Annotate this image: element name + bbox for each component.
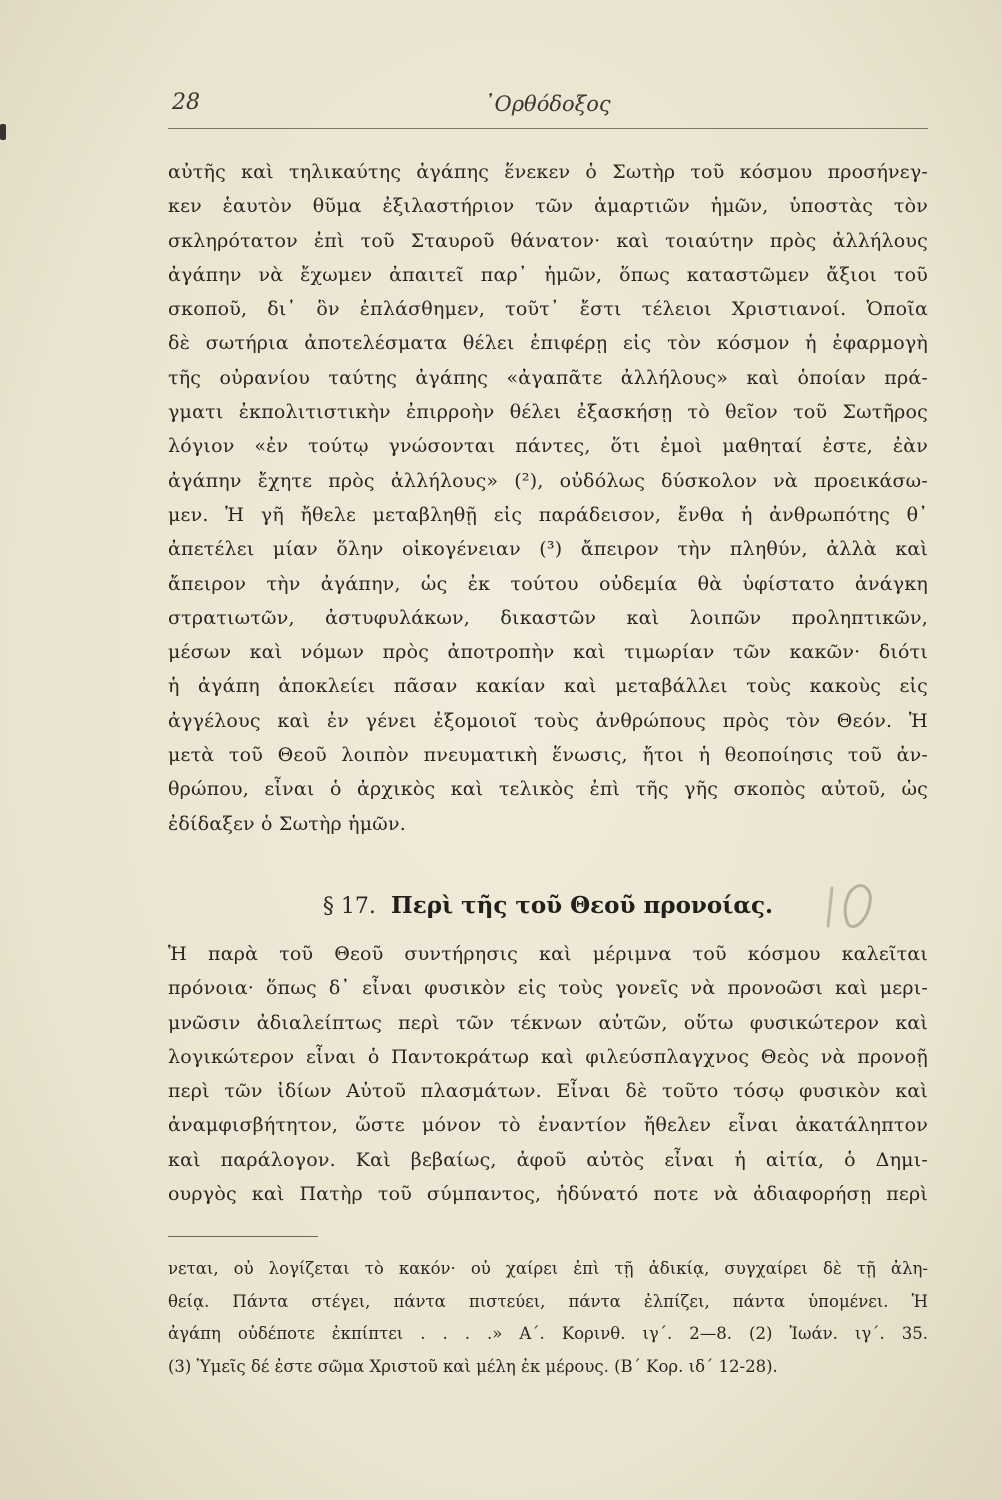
text-line: στρατιωτῶν, ἀστυφυλάκων, δικαστῶν καὶ λοιπῶν προληπτικῶν, — [168, 606, 928, 629]
text-line: μνῶσιν ἀδιαλείπτως περὶ τῶν τέκνων αὐτῶν, οὕτω φυσικώτερον καὶ — [168, 1011, 928, 1034]
text-line: ἀναμφισβήτητον, ὥστε μόνον τὸ ἐναντίον ἤθελεν εἶναι ἀκατάληπτον — [168, 1114, 928, 1137]
text-line: ἡ ἀγάπη ἀποκλείει πᾶσαν κακίαν καὶ μεταβάλλει τοὺς κακοὺς εἰς — [168, 675, 928, 698]
text-line: ἐδίδαξεν ὁ Σωτὴρ ἡμῶν. — [168, 812, 406, 835]
footnote-line: θείᾳ. Πάντα στέγει, πάντα πιστεύει, πάντα ἐλπίζει, πάντα ὑπομένει. Ἡ — [168, 1291, 928, 1311]
page-number: 28 — [172, 90, 200, 115]
handwritten-number-mark — [818, 880, 882, 932]
text-line: ἄπειρον τὴν ἀγάπην, ὡς ἐκ τούτου οὐδεμία θὰ ὑφίστατο ἀνάγκη — [168, 572, 928, 595]
text-line: Ἡ παρὰ τοῦ Θεοῦ συντήρησις καὶ μέριμνα τοῦ κόσμου καλεῖται — [168, 943, 928, 965]
page-header — [168, 86, 928, 126]
text-line: ἀπετέλει μίαν ὅλην οἰκογένειαν (³) ἄπειρον τὴν πληθύν, ἀλλὰ καὶ — [168, 538, 928, 561]
text-line: αὐτῆς καὶ τηλικαύτης ἀγάπης ἕνεκεν ὁ Σωτὴρ τοῦ κόσμου προσήνεγ- — [168, 161, 928, 183]
text-line: λογικώτερον εἶναι ὁ Παντοκράτωρ καὶ φιλεύσπλαγχνος Θεὸς νὰ προνοῇ — [168, 1045, 928, 1068]
text-line: σκληρότατον ἐπὶ τοῦ Σταυροῦ θάνατον· καὶ τοιαύτην πρὸς ἀλλήλους — [168, 229, 928, 252]
footnote-line: νεται, οὐ λογίζεται τὸ κακόν· οὐ χαίρει ἐπὶ τῇ ἀδικίᾳ, συγχαίρει δὲ τῇ ἀλη- — [168, 1259, 928, 1278]
section-text — [168, 937, 928, 1211]
text-line: μετὰ τοῦ Θεοῦ λοιπὸν πνευματικὴ ἕνωσις, ἤτοι ἡ θεοποίησις τοῦ ἀν- — [168, 744, 928, 767]
text-line: λόγιον «ἐν τούτῳ γνώσονται πάντες, ὅτι ἐμοὶ μαθηταί ἐστε, ἐὰν — [168, 435, 928, 458]
text-line: ἀγάπην ἔχητε πρὸς ἀλλήλους» (²), οὐδόλως δύσκολον νὰ προεικάσω- — [168, 469, 928, 492]
text-line: ἀγγέλους καὶ ἐν γένει ἐξομοιοῖ τοὺς ἀνθρώπους πρὸς τὸν Θεόν. Ἡ — [168, 709, 928, 732]
text-line: ἀγάπην νὰ ἔχωμεν ἀπαιτεῖ παρ᾿ ἡμῶν, ὅπως καταστῶμεν ἄξιοι τοῦ — [168, 263, 928, 286]
text-line: καὶ παράλογον. Καὶ βεβαίως, ἀφοῦ αὐτὸς εἶναι ἡ αἰτία, ὁ Δημι- — [168, 1148, 928, 1171]
section-heading — [168, 892, 928, 936]
section-title: Περὶ τῆς τοῦ Θεοῦ προνοίας. — [391, 892, 774, 919]
text-line: κεν ἑαυτὸν θῦμα ἐξιλαστήριον τῶν ἁμαρτιῶν ἡμῶν, ὑποστὰς τὸν — [168, 195, 928, 218]
running-title: ᾿Ορθόδοξος — [484, 92, 611, 116]
text-line: περὶ τῶν ἰδίων Αὐτοῦ πλασμάτων. Εἶναι δὲ τοῦτο τόσῳ φυσικὸν καὶ — [168, 1080, 928, 1103]
text-line: σκοποῦ, δι᾿ ὃν ἐπλάσθημεν, τοῦτ᾿ ἔστι τέλειοι Χριστιανοί. Ὁποῖα — [168, 298, 928, 321]
text-line: δὲ σωτήρια ἀποτελέσματα θέλει ἐπιφέρῃ εἰς τὸν κόσμον ἡ ἐφαρμογὴ — [168, 332, 928, 355]
footnote-rule — [168, 1236, 318, 1237]
text-line: ουργὸς καὶ Πατὴρ τοῦ σύμπαντος, ἠδύνατό ποτε νὰ ἀδιαφορήσῃ περὶ — [168, 1183, 928, 1206]
text-line: μεν. Ἡ γῆ ἤθελε μεταβληθῇ εἰς παράδεισον, ἔνθα ἡ ἀνθρωπότης θ᾿ — [168, 503, 928, 526]
footnotes — [168, 1253, 928, 1383]
section-number: § 17. — [322, 894, 376, 919]
text-line: τῆς οὐρανίου ταύτης ἀγάπης «ἀγαπᾶτε ἀλλήλους» καὶ ὁποίαν πρά- — [168, 366, 928, 389]
scan-edge-mark — [0, 124, 6, 140]
header-rule — [168, 128, 928, 129]
text-line: πρόνοια· ὅπως δ᾿ εἶναι φυσικὸν εἰς τοὺς γονεῖς νὰ προνοῶσι καὶ μερι- — [168, 977, 928, 1000]
text-line: γματι ἐκπολιτιστικὴν ἐπιρροὴν θέλει ἐξασκήσῃ τὸ θεῖον τοῦ Σωτῆρος — [168, 401, 928, 424]
text-line: θρώπου, εἶναι ὁ ἀρχικὸς καὶ τελικὸς ἐπὶ τῆς γῆς σκοπὸς αὐτοῦ, ὡς — [168, 778, 928, 801]
text-line: μέσων καὶ νόμων πρὸς ἀποτροπὴν καὶ τιμωρίαν τῶν κακῶν· διότι — [168, 641, 928, 664]
footnote-line: ἀγάπη οὐδέποτε ἐκπίπτει . . . .» Α΄. Κορινθ. ιγ΄. 2—8. (2) Ἰωάν. ιγ΄. 35. — [168, 1324, 928, 1343]
footnote-line: (3) Ὑμεῖς δέ ἐστε σῶμα Χριστοῦ καὶ μέλη ἐκ μέρους. (Β΄ Κορ. ιδ΄ 12-28). — [168, 1356, 778, 1376]
body-text — [168, 155, 928, 841]
